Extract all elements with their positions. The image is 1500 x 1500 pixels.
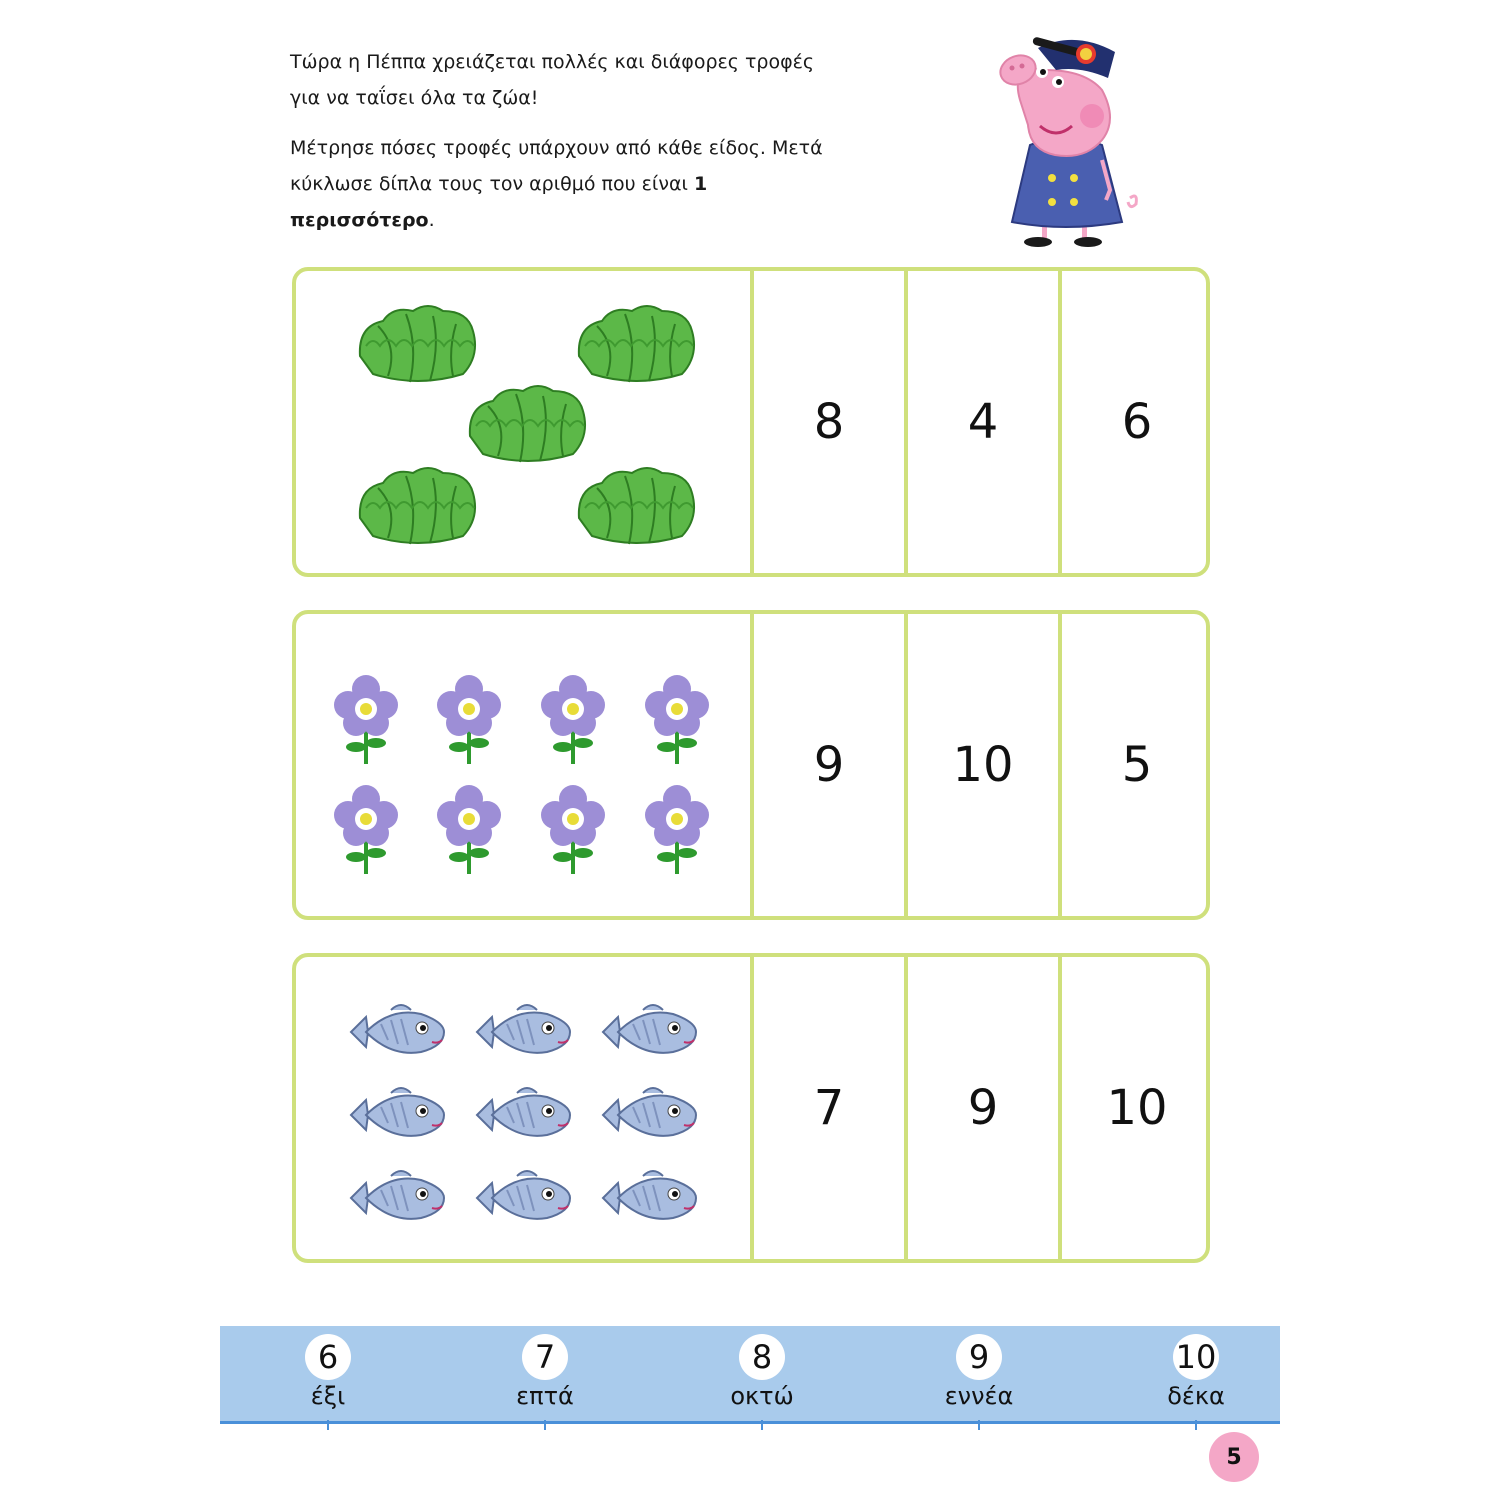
number-line-tick <box>1195 1420 1197 1430</box>
counting-row-fish <box>292 953 1210 1263</box>
instruction-line-2: για να ταΐσει όλα τα ζώα! <box>290 87 539 109</box>
number-line-item <box>273 1334 383 1410</box>
number-line-item <box>924 1334 1034 1410</box>
flower-icon <box>334 675 398 764</box>
flower-group <box>296 614 754 916</box>
answer-option[interactable]: 10 <box>952 737 1014 793</box>
fish-icon <box>603 1005 696 1053</box>
flower-icon <box>437 675 501 764</box>
peppa-pig-illustration <box>990 30 1160 255</box>
number-line-item <box>490 1334 600 1410</box>
instruction-line-3: Μέτρησε πόσες τροφές υπάρχουν από κάθε είδος. Μετά <box>290 137 823 159</box>
fish-icon <box>351 1171 444 1219</box>
fish-group <box>296 957 754 1259</box>
number-line-digit: 8 <box>739 1334 785 1380</box>
answer-option[interactable]: 6 <box>1121 394 1153 450</box>
number-line-tick <box>761 1420 763 1430</box>
lettuce-icon <box>360 468 475 544</box>
fish-icon <box>351 1088 444 1136</box>
number-line-word: επτά <box>516 1382 574 1410</box>
number-line-axis <box>220 1421 1280 1424</box>
lettuce-icon <box>360 306 475 382</box>
answer-option[interactable]: 4 <box>967 394 999 450</box>
lettuce-icon <box>470 386 585 462</box>
number-line <box>220 1326 1280 1424</box>
fish-icon <box>351 1005 444 1053</box>
counting-row-flowers <box>292 610 1210 920</box>
answer-option[interactable]: 9 <box>967 1080 999 1136</box>
number-line-digit: 7 <box>522 1334 568 1380</box>
flower-icon <box>541 675 605 764</box>
counting-row-lettuce <box>292 267 1210 577</box>
lettuce-icon <box>579 306 694 382</box>
answer-option[interactable]: 9 <box>813 737 845 793</box>
number-line-word: οκτώ <box>730 1382 794 1410</box>
number-line-item <box>707 1334 817 1410</box>
answer-option[interactable]: 10 <box>1106 1080 1168 1136</box>
instruction-intro <box>290 44 850 116</box>
instruction-line-1: Τώρα η Πέππα χρειάζεται πολλές και διάφορες τροφές <box>290 51 815 73</box>
number-line-word: εννέα <box>944 1382 1014 1410</box>
number-line-digit: 9 <box>956 1334 1002 1380</box>
number-line-tick <box>327 1420 329 1430</box>
answer-option[interactable]: 7 <box>813 1080 845 1136</box>
fish-icon <box>477 1005 570 1053</box>
instruction-line-4: κύκλωσε δίπλα τους τον αριθμό που είναι <box>290 173 694 195</box>
fish-icon <box>603 1171 696 1219</box>
number-line-digit: 6 <box>305 1334 351 1380</box>
answer-option[interactable]: 8 <box>813 394 845 450</box>
lettuce-group <box>296 271 754 573</box>
instruction-emphasis: 1 περισσότερο <box>290 173 708 231</box>
page-number-badge: 5 <box>1209 1432 1259 1482</box>
flower-icon <box>437 785 501 874</box>
answer-option[interactable]: 5 <box>1121 737 1153 793</box>
flower-icon <box>334 785 398 874</box>
number-line-word: δέκα <box>1167 1382 1225 1410</box>
flower-icon <box>645 785 709 874</box>
flower-icon <box>645 675 709 764</box>
number-line-item <box>1141 1334 1251 1410</box>
number-line-tick <box>978 1420 980 1430</box>
lettuce-icon <box>579 468 694 544</box>
instruction-period: . <box>428 209 435 231</box>
fish-icon <box>603 1088 696 1136</box>
instructions <box>290 44 850 254</box>
fish-icon <box>477 1088 570 1136</box>
instruction-task <box>290 130 850 238</box>
number-line-word: έξι <box>310 1382 346 1410</box>
number-line-tick <box>544 1420 546 1430</box>
fish-icon <box>477 1171 570 1219</box>
number-line-digit: 10 <box>1173 1334 1219 1380</box>
flower-icon <box>541 785 605 874</box>
